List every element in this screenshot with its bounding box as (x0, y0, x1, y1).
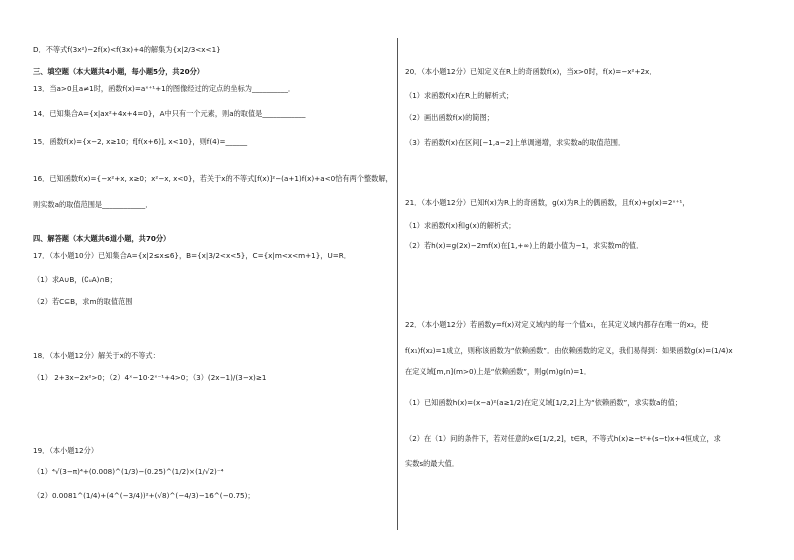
question-line: （2）0.0081^(1/4)+(4^(−3/4))²+(√8)^(−4/3)−16^(−0.75)； (33, 491, 255, 500)
question-line: D．不等式f(3x²)−2f(x)<f(3x)+4的解集为{x|2/3<x<1} (33, 45, 221, 54)
question-line: （1）求函数f(x)和g(x)的解析式； (405, 221, 516, 230)
question-line: 在定义域[m,n](m>0)上是“依赖函数”，则g(m)g(n)=1． (405, 367, 592, 376)
question-line: （2）画出函数f(x)的简图； (405, 113, 494, 122)
question-line: 16．已知函数f(x)={−x²+x, x≥0；x²−x, x<0}，若关于x的不等式[f(x)]²−(a+1)f(x)+a<0恰有两个整数解， (33, 174, 393, 183)
question-line: f(x₁)f(x₂)=1成立，则称该函数为“依赖函数”．由依赖函数的定义，我们易得到：如果函数g(x)=(1/4)x (405, 346, 733, 355)
question-line: 20．（本小题12分）已知定义在R上的奇函数f(x)，当x>0时，f(x)=−x²+2x． (405, 67, 657, 76)
section-heading: 三、填空题（本大题共4小题，每小题5分，共20分） (33, 67, 204, 76)
question-line: 13．当a>0且a≠1时，函数f(x)=aˣ⁺¹+1的图像经过的定点的坐标为__________． (33, 84, 296, 93)
question-line: 17．（本小题10分）已知集合A={x|2≤x≤6}，B={x|3/2<x<5}，C={x|m<x<m+1}，U=R． (33, 251, 351, 260)
question-line: （1）求A∪B，(∁ᵤA)∩B； (33, 275, 117, 284)
column-divider (397, 38, 398, 530)
section-heading: 四、解答题（本大题共6道小题，共70分） (33, 234, 171, 243)
question-line: 18．（本小题12分）解关于x的不等式： (33, 351, 160, 360)
question-line: （1）已知函数h(x)=(x−a)²(a≥1/2)在定义域[1/2,2]上为“依赖函数”，求实数a的值； (405, 398, 682, 407)
question-line: 则实数a的取值范围是____________． (33, 200, 153, 209)
question-line: （1）⁴√(3−π)⁴+(0.008)^(1/3)−(0.25)^(1/2)×(1/√2)⁻⁴ (33, 467, 224, 476)
question-line: （1） 2+3x−2x²>0；（2）4ˣ−10·2ˣ⁻¹+4>0；（3）(2x−1)/(3−x)≥1 (33, 373, 267, 382)
question-line: 21．（本小题12分）已知f(x)为R上的奇函数，g(x)为R上的偶函数，且f(x)+g(x)=2ˣ⁺¹， (405, 198, 690, 207)
question-line: （3）若函数f(x)在区间[−1,a−2]上单调递增，求实数a的取值范围． (405, 138, 626, 147)
question-line: 实数s的最大值． (405, 459, 460, 468)
question-line: 14．已知集合A={x|ax²+4x+4=0}，A中只有一个元素，则a的取值是____________ (33, 109, 306, 118)
question-line: （2）若C⊆B，求m的取值范围 (33, 297, 133, 306)
question-line: 15．函数f(x)={x−2, x≥10；f[f(x+6)], x<10}，则f(4)=______ (33, 137, 248, 146)
question-line: （2）在（1）问的条件下，若对任意的x∈[1/2,2]，t∈R，不等式h(x)≥−t²+(s−t)x+4恒成立，求 (405, 434, 721, 443)
question-line: 19．（本小题12分） (33, 446, 99, 455)
question-line: （2）若h(x)=g(2x)−2mf(x)在[1,+∞)上的最小值为−1，求实数m的值． (405, 241, 644, 250)
question-line: （1）求函数f(x)在R上的解析式； (405, 91, 514, 100)
question-line: 22．（本小题12分）若函数y=f(x)对定义域内的每一个值x₁，在其定义域内都存在唯一的x₂，使 (405, 320, 709, 329)
